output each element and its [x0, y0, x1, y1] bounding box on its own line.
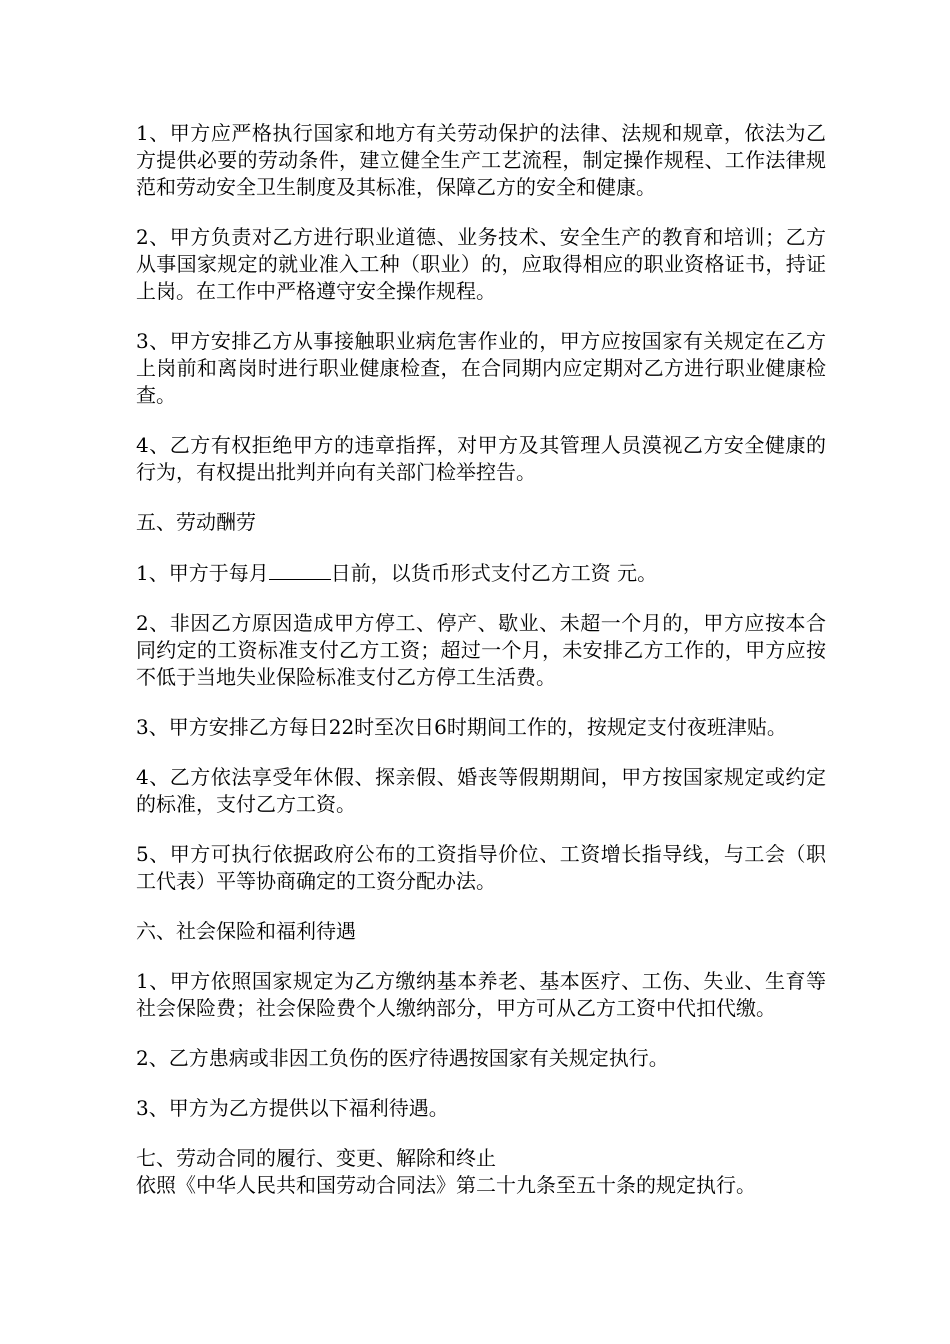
paragraph-insurance-1: 1、甲方依照国家规定为乙方缴纳基本养老、基本医疗、工伤、失业、生育等社会保险费；社会保险费个人缴纳部分，甲方可从乙方工资中代扣代缴。	[136, 969, 826, 1020]
compensation-1-suffix: 日前，以货币形式支付乙方工资 元。	[330, 561, 658, 585]
paragraph-compensation-3: 3、甲方安排乙方每日22时至次日6时期间工作的，按规定支付夜班津贴。	[136, 715, 787, 739]
paragraph-safety-4: 4、乙方有权拒绝甲方的违章指挥，对甲方及其管理人员漠视乙方安全健康的行为，有权提出批判并向有关部门检举控告。	[136, 433, 826, 484]
document-page	[136, 120, 826, 1222]
paragraph-insurance-2: 2、乙方患病或非因工负伤的医疗待遇按国家有关规定执行。	[136, 1046, 669, 1070]
paragraph-safety-2: 2、甲方负责对乙方进行职业道德、业务技术、安全生产的教育和培训；乙方从事国家规定的就业准入工种（职业）的，应取得相应的职业资格证书，持证上岗。在工作中严格遵守安全操作规程。	[136, 225, 826, 303]
paragraph-safety-1: 1、甲方应严格执行国家和地方有关劳动保护的法律、法规和规章，依法为乙方提供必要的劳动条件，建立健全生产工艺流程，制定操作规程、工作法律规范和劳动安全卫生制度及其标准，保障乙方的安全和健康。	[136, 121, 826, 199]
section-heading-insurance: 六、社会保险和福利待遇	[136, 919, 356, 943]
section-heading-contract: 七、劳动合同的履行、变更、解除和终止	[136, 1146, 496, 1170]
paragraph-compensation-5: 5、甲方可执行依据政府公布的工资指导价位、工资增长指导线，与工会（职工代表）平等协商确定的工资分配办法。	[136, 842, 826, 893]
paragraph-safety-3: 3、甲方安排乙方从事接触职业病危害作业的，甲方应按国家有关规定在乙方上岗前和离岗时进行职业健康检查，在合同期内应定期对乙方进行职业健康检查。	[136, 329, 826, 407]
compensation-1-prefix: 1、甲方于每月	[136, 561, 269, 585]
section-heading-compensation: 五、劳动酬劳	[136, 510, 256, 534]
paragraph-insurance-3: 3、甲方为乙方提供以下福利待遇。	[136, 1096, 449, 1120]
pay-day-blank	[269, 559, 331, 580]
paragraph-compensation-4: 4、乙方依法享受年休假、探亲假、婚丧等假期期间，甲方按国家规定或约定的标准，支付乙方工资。	[136, 765, 826, 816]
paragraph-compensation-2: 2、非因乙方原因造成甲方停工、停产、歇业、未超一个月的，甲方应按本合同约定的工资标准支付乙方工资；超过一个月，未安排乙方工作的，甲方应按不低于当地失业保险标准支付乙方停工生活费。	[136, 611, 826, 689]
paragraph-compensation-1	[136, 559, 826, 587]
paragraph-contract: 依照《中华人民共和国劳动合同法》第二十九条至五十条的规定执行。	[136, 1173, 756, 1197]
